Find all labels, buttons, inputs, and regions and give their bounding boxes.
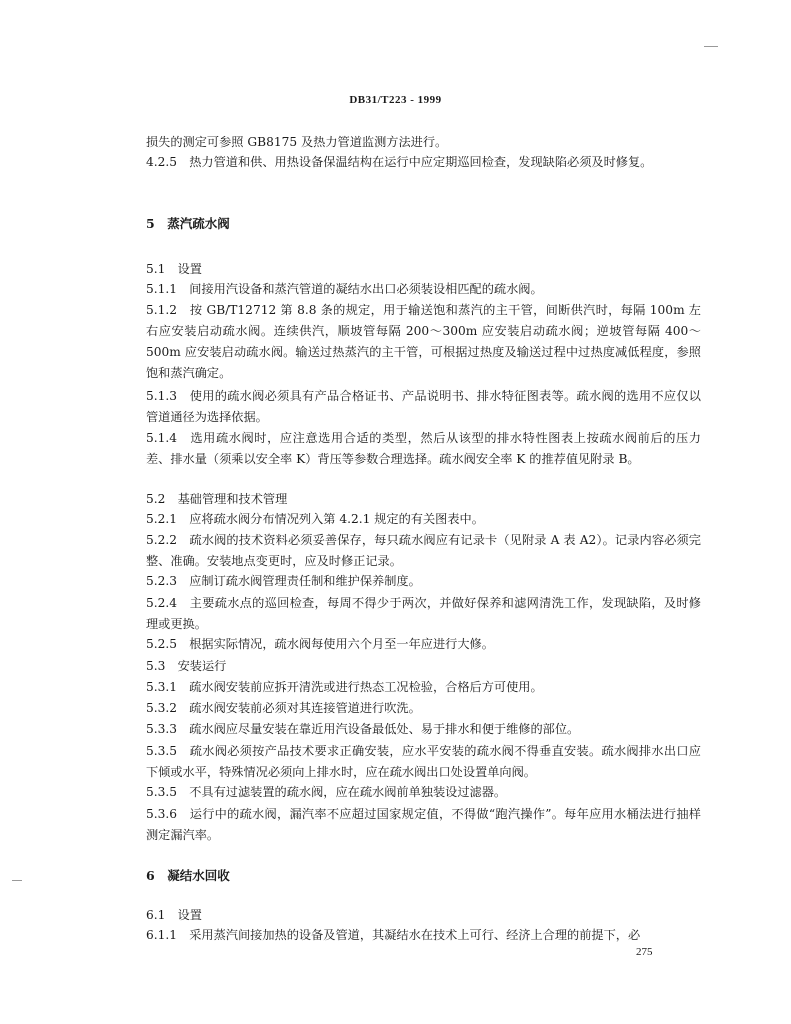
- clause-5-3-3: 5.3.3 疏水阀应尽量安装在靠近用汽设备最低处、易于排水和便于维修的部位。: [146, 722, 580, 736]
- subsection-heading: 5.2 基础管理和技术管理: [146, 492, 288, 506]
- subsection-heading: 6.1 设置: [146, 908, 202, 922]
- clause-5-1-2: 5.1.2 按 GB/T12712 第 8.8 条的规定，用于输送饱和蒸汽的主干管，间断供汽时，每隔 100m 左右应安装启动疏水阀。连续供汽，顺坡管每隔 200～300m 应安装启动疏水阀；逆坡管每隔 400～500m 应安装启动疏水阀。输送过热蒸汽的主干管，可根据过热度及输送过程中过热度减低程度，参照饱和蒸汽确定。: [146, 303, 701, 380]
- clause-4-2-5: 4.2.5 热力管道和供、用热设备保温结构在运行中应定期巡回检查，发现缺陷必须及时修复。: [146, 155, 653, 169]
- clause-5-1-1: 5.1.1 间接用汽设备和蒸汽管道的凝结水出口必须装设相匹配的疏水阀。: [146, 282, 543, 296]
- clause-5-3-2: 5.3.2 疏水阀安装前必须对其连接管道进行吹洗。: [146, 701, 421, 715]
- page-number: 275: [636, 946, 653, 958]
- standard-header: DB31/T223 - 1999: [349, 94, 442, 106]
- scan-artifact: [704, 46, 718, 47]
- paragraph-line: 损失的测定可参照 GB8175 及热力管道监测方法进行。: [146, 135, 448, 149]
- clause-5-3-6: 5.3.6 运行中的疏水阀，漏汽率不应超过国家规定值，不得做“跑汽操作”。每年应用水桶法进行抽样测定漏汽率。: [146, 807, 701, 842]
- section-heading-5: 5 蒸汽疏水阀: [146, 216, 230, 231]
- clause-5-2-3: 5.2.3 应制订疏水阀管理责任制和维护保养制度。: [146, 574, 421, 588]
- subsection-heading: 5.3 安装运行: [146, 659, 227, 673]
- clause-5-2-1: 5.2.1 应将疏水阀分布情况列入第 4.2.1 规定的有关图表中。: [146, 512, 484, 526]
- clause-5-2-2: 5.2.2 疏水阀的技术资料必须妥善保存，每只疏水阀应有记录卡（见附录 A 表 A2）。记录内容必须完整、准确。安装地点变更时，应及时修正记录。: [146, 533, 701, 568]
- section-heading-6: 6 凝结水回收: [146, 868, 230, 883]
- clause-5-1-4: 5.1.4 选用疏水阀时，应注意选用合适的类型，然后从该型的排水特性图表上按疏水阀前后的压力差、排水量（须乘以安全率 K）背压等参数合理选择。疏水阀安全率 K 的推荐值见附录 B。: [146, 431, 701, 466]
- scan-artifact: [12, 880, 22, 881]
- clause-5-3-1: 5.3.1 疏水阀安装前应拆开清洗或进行热态工况检验，合格后方可使用。: [146, 680, 543, 694]
- clause-5-1-3: 5.1.3 使用的疏水阀必须具有产品合格证书、产品说明书、排水特征图表等。疏水阀的选用不应仅以管道通径为选择依据。: [146, 389, 701, 424]
- subsection-heading: 5.1 设置: [146, 262, 202, 276]
- clause-5-3-5: 5.3.5 不具有过滤装置的疏水阀，应在疏水阀前单独装设过滤器。: [146, 785, 507, 799]
- clause-6-1-1: 6.1.1 采用蒸汽间接加热的设备及管道，其凝结水在技术上可行、经济上合理的前提下，必: [146, 928, 641, 942]
- clause-5-2-5: 5.2.5 根据实际情况，疏水阀每使用六个月至一年应进行大修。: [146, 637, 494, 651]
- clause-5-3-4: 5.3.5 疏水阀必须按产品技术要求正确安装，应水平安装的疏水阀不得垂直安装。疏水阀排水出口应下倾或水平，特殊情况必须向上排水时，应在疏水阀出口处设置单向阀。: [146, 744, 701, 779]
- clause-5-2-4: 5.2.4 主要疏水点的巡回检查，每周不得少于两次，并做好保养和滤网清洗工作，发现缺陷，及时修理或更换。: [146, 596, 701, 631]
